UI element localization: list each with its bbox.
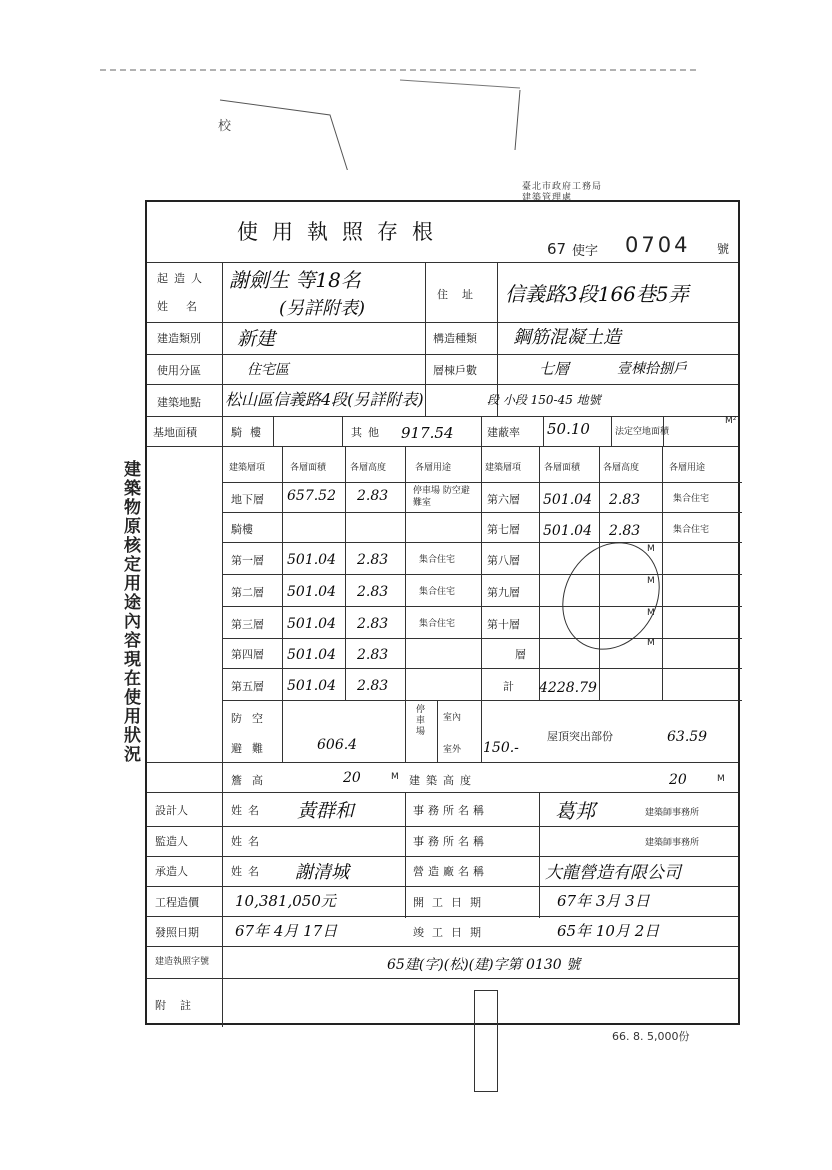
- floor-left-4: 第三層: [231, 618, 264, 631]
- b1-area: 657.52: [287, 488, 336, 504]
- label-notes: 附註: [155, 999, 205, 1012]
- f1-area: 501.04: [287, 552, 336, 568]
- header-height-right: 各層高度: [603, 463, 640, 473]
- eave-height: 20: [343, 770, 361, 786]
- cost-value: 10,381,050元: [235, 892, 336, 910]
- header-use-left: 各層用途: [415, 463, 452, 473]
- floor-right-6: 計: [503, 680, 514, 693]
- label-rooftop: 屋頂突出部份: [547, 730, 613, 743]
- contractor-company: 大龍營造有限公司: [545, 863, 681, 883]
- contractor-name: 謝清城: [295, 862, 349, 883]
- label-legal-open-space: 法定空地面積: [615, 427, 670, 437]
- label-coverage-ratio: 建蔽率: [487, 426, 520, 439]
- label-parking: 停車場: [414, 704, 424, 737]
- label-outdoor: 室外: [443, 745, 462, 755]
- floors-value: 七層: [539, 360, 570, 378]
- site-location-value: 松山區信義路4段(另詳附表): [225, 390, 424, 409]
- households-value: 壹棟拾捌戶: [617, 361, 687, 377]
- site-lot-value: 段 小段 150-45 地號: [487, 393, 601, 407]
- floor-left-0: 地下層: [231, 493, 264, 506]
- license-suffix: 號: [717, 242, 730, 256]
- label-supervisor-name: 姓名: [231, 835, 265, 848]
- label-corridor: 騎樓: [231, 426, 269, 439]
- building-height-value: 20: [669, 772, 687, 788]
- floor-left-5: 第四層: [231, 648, 264, 661]
- license-year: 67: [547, 240, 567, 258]
- floor-right-0: 第六層: [487, 493, 520, 506]
- f5-area: 501.04: [287, 678, 336, 694]
- designer-firm-suffix: 建築師事務所: [645, 808, 700, 818]
- label-indoor: 室內: [443, 713, 462, 723]
- label-designer-firm: 事務所名稱: [413, 804, 488, 817]
- license-word: 使字: [572, 244, 599, 259]
- top-stamp-line1: 臺北市政府工務局: [522, 182, 603, 192]
- label-site-area: 基地面積: [153, 426, 197, 439]
- rooftop-area: 63.59: [667, 729, 708, 745]
- label-designer: 設計人: [155, 804, 188, 817]
- label-end-date: 竣工日期: [413, 926, 489, 939]
- footer-print: 66. 8. 5,000份: [612, 1030, 690, 1043]
- f4-area: 501.04: [287, 647, 336, 663]
- f3-use: 集合住宅: [419, 619, 456, 629]
- outdoor-parking: 150.-: [483, 740, 519, 756]
- header-floor-left: 建築層項: [229, 463, 266, 473]
- label-address: 住址: [437, 288, 487, 301]
- label-floor-height: 簷高: [231, 774, 273, 787]
- label-shelter: 避難: [231, 742, 273, 755]
- floor-right-5: 層: [515, 648, 526, 661]
- floor-right-3: 第九層: [487, 586, 520, 599]
- building-category-value: 新建: [237, 328, 276, 350]
- site-other-value: 917.54: [401, 424, 454, 442]
- top-scribble: [100, 60, 740, 170]
- floor-right-1: 第七層: [487, 523, 520, 536]
- header-area-left: 各層面積: [290, 463, 327, 473]
- label-contractor-company: 營造廠名稱: [413, 865, 488, 878]
- label-use-zone: 使用分區: [157, 364, 201, 377]
- label-start-date: 開工日期: [413, 896, 489, 909]
- label-builder: 起造人: [157, 272, 208, 285]
- f2-height: 2.83: [357, 584, 389, 600]
- designer-name: 黃群和: [297, 800, 355, 822]
- label-floors-households: 層棟戶數: [433, 364, 477, 377]
- supervisor-firm-suffix: 建築師事務所: [645, 838, 700, 848]
- designer-firm: 葛邦: [555, 799, 595, 823]
- address-value: 信義路3段166巷5弄: [505, 282, 689, 306]
- label-building-height: 建築高度: [409, 774, 477, 787]
- f4-height: 2.83: [357, 647, 389, 663]
- label-air-defense: 防空: [231, 712, 273, 725]
- f7-use: 集合住宅: [673, 525, 710, 535]
- left-caption: 建築物原核定用途內容現在使用狀況: [120, 460, 140, 764]
- header-floor-right: 建築層項: [485, 463, 522, 473]
- f2-area: 501.04: [287, 584, 336, 600]
- f1-height: 2.83: [357, 552, 389, 568]
- f7-height: 2.83: [609, 523, 641, 539]
- unit-m-right-4: M: [647, 638, 655, 648]
- svg-text:校: 校: [218, 119, 232, 134]
- eave-unit: M: [391, 772, 399, 782]
- use-zone-value: 住宅區: [247, 362, 289, 378]
- building-height-unit: M: [717, 774, 725, 784]
- open-space-unit: M²: [725, 416, 737, 426]
- builder-name: 謝劍生 等18名: [229, 268, 361, 292]
- structure-type-value: 鋼筋混凝土造: [513, 327, 621, 348]
- label-name: 姓名: [157, 300, 215, 313]
- label-designer-name: 姓名: [231, 804, 265, 817]
- floor-left-2: 第一層: [231, 554, 264, 567]
- f6-use: 集合住宅: [673, 494, 710, 504]
- header-height-left: 各層高度: [350, 463, 387, 473]
- header-use-right: 各層用途: [669, 463, 706, 473]
- total-area: 4228.79: [539, 680, 597, 696]
- label-cost: 工程造價: [155, 896, 199, 909]
- label-other: 其他: [351, 426, 385, 439]
- floor-left-3: 第二層: [231, 586, 264, 599]
- label-structure-type: 構造種類: [433, 332, 477, 345]
- f6-height: 2.83: [609, 492, 641, 508]
- unit-m-right-1: M: [647, 544, 655, 554]
- f1-use: 集合住宅: [419, 555, 456, 565]
- floor-right-2: 第八層: [487, 554, 520, 567]
- builder-sub: (另詳附表): [279, 298, 366, 319]
- start-date-value: 67年 3月 3日: [557, 892, 650, 910]
- floor-left-1: 騎樓: [231, 523, 253, 536]
- form-title: 使用執照存根: [237, 220, 447, 244]
- label-contractor: 承造人: [155, 865, 188, 878]
- floor-left-6: 第五層: [231, 680, 264, 693]
- end-date-value: 65年 10月 2日: [557, 922, 660, 940]
- label-building-category: 建造類別: [157, 332, 201, 345]
- f7-area: 501.04: [543, 523, 592, 539]
- coverage-value: 50.10: [547, 420, 590, 438]
- f3-height: 2.83: [357, 616, 389, 632]
- f5-height: 2.83: [357, 678, 389, 694]
- label-issue-date: 發照日期: [155, 926, 199, 939]
- issue-date-value: 67年 4月 17日: [235, 922, 338, 940]
- license-number: 0704: [625, 233, 691, 257]
- unit-m-right-3: M: [647, 608, 655, 618]
- label-site-location: 建築地點: [157, 396, 201, 409]
- label-contractor-name: 姓名: [231, 865, 265, 878]
- unit-m-right-2: M: [647, 576, 655, 586]
- shelter-area: 606.4: [317, 737, 358, 753]
- f3-area: 501.04: [287, 616, 336, 632]
- f6-area: 501.04: [543, 492, 592, 508]
- b1-use: 停車場 防空避難室: [413, 486, 470, 508]
- f2-use: 集合住宅: [419, 587, 456, 597]
- top-stamp-line2: 建築管理處: [522, 193, 573, 203]
- label-supervisor: 監造人: [155, 835, 188, 848]
- label-supervisor-firm: 事務所名稱: [413, 835, 488, 848]
- bottom-stamp: [474, 990, 498, 1092]
- header-area-right: 各層面積: [544, 463, 581, 473]
- license-no-value: 65建(字)(松)(建)字第 0130 號: [387, 957, 581, 973]
- floor-right-4: 第十層: [487, 618, 520, 631]
- label-license-no: 建造執照字號: [155, 957, 210, 967]
- b1-height: 2.83: [357, 488, 389, 504]
